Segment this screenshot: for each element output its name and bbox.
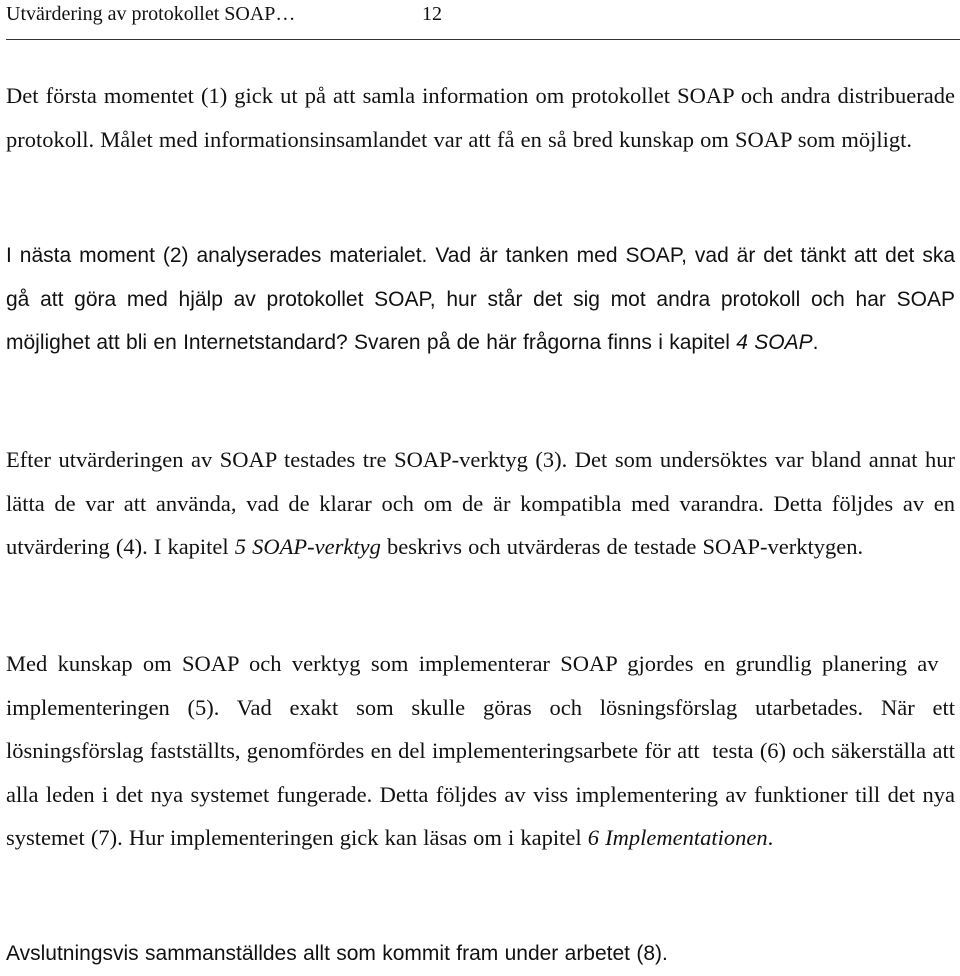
paragraph-text: beskrivs och utvärderas de testade SOAP-verktygen. bbox=[380, 534, 864, 560]
chapter-reference: 4 SOAP bbox=[736, 331, 813, 355]
chapter-reference: 6 Implementationen bbox=[587, 825, 768, 851]
paragraph-implementation bbox=[6, 642, 955, 860]
paragraph-information-gathering bbox=[6, 74, 955, 161]
paragraph-text: . bbox=[812, 331, 819, 355]
paragraph-text: Med kunskap om SOAP och verktyg som implementerar SOAP gjordes en grundlig planering av implementeringen (5). Vad exakt som skulle göras och lösningsförslag utarbetades. När ett lösningsförslag fastställts, genomfördes en del implementeringsarbete för att testa (6) och säkerställa att alla leden i det nya systemet fungerade. Detta följdes av viss implementering av funktioner till det nya systemet (7). Hur implementeringen gick kan läsas om i kapitel bbox=[6, 651, 955, 851]
paragraph-conclusion bbox=[6, 932, 955, 976]
page-header bbox=[6, 2, 960, 40]
paragraph-text: I nästa moment (2) analyserades materialet. Vad är tanken med SOAP, vad är det tänkt att det ska gå att göra med hjälp av protokollet SOAP, hur står det sig mot andra protokoll och har SOAP möjlighet att bli en Internetstandard? Svaren på de här frågorna finns i kapitel bbox=[6, 244, 955, 355]
paragraph-text: Efter utvärderingen av SOAP testades tre SOAP-verktyg (3). Det som undersöktes var bland annat hur lätta de var att använda, vad de klarar och om de är kompatibla med varandra. Detta följdes av en utvärdering (4). I kapitel bbox=[6, 447, 955, 560]
paragraph-text: Det första momentet (1) gick ut på att samla information om protokollet SOAP och andra distribuerade protokoll. Målet med informationsinsamlandet var att få en så bred kunskap om SOAP som möjligt. bbox=[6, 83, 955, 152]
running-header-title: Utvärdering av protokollet SOAP… bbox=[6, 3, 296, 25]
header-divider bbox=[6, 39, 960, 40]
chapter-reference: 5 SOAP-verktyg bbox=[234, 534, 381, 560]
paragraph-text: . bbox=[767, 825, 774, 851]
paragraph-tool-evaluation bbox=[6, 438, 955, 569]
paragraph-analysis bbox=[6, 234, 955, 365]
page-number: 12 bbox=[422, 3, 442, 25]
paragraph-text: Avslutningsvis sammanställdes allt som kommit fram under arbetet (8). bbox=[6, 942, 668, 965]
